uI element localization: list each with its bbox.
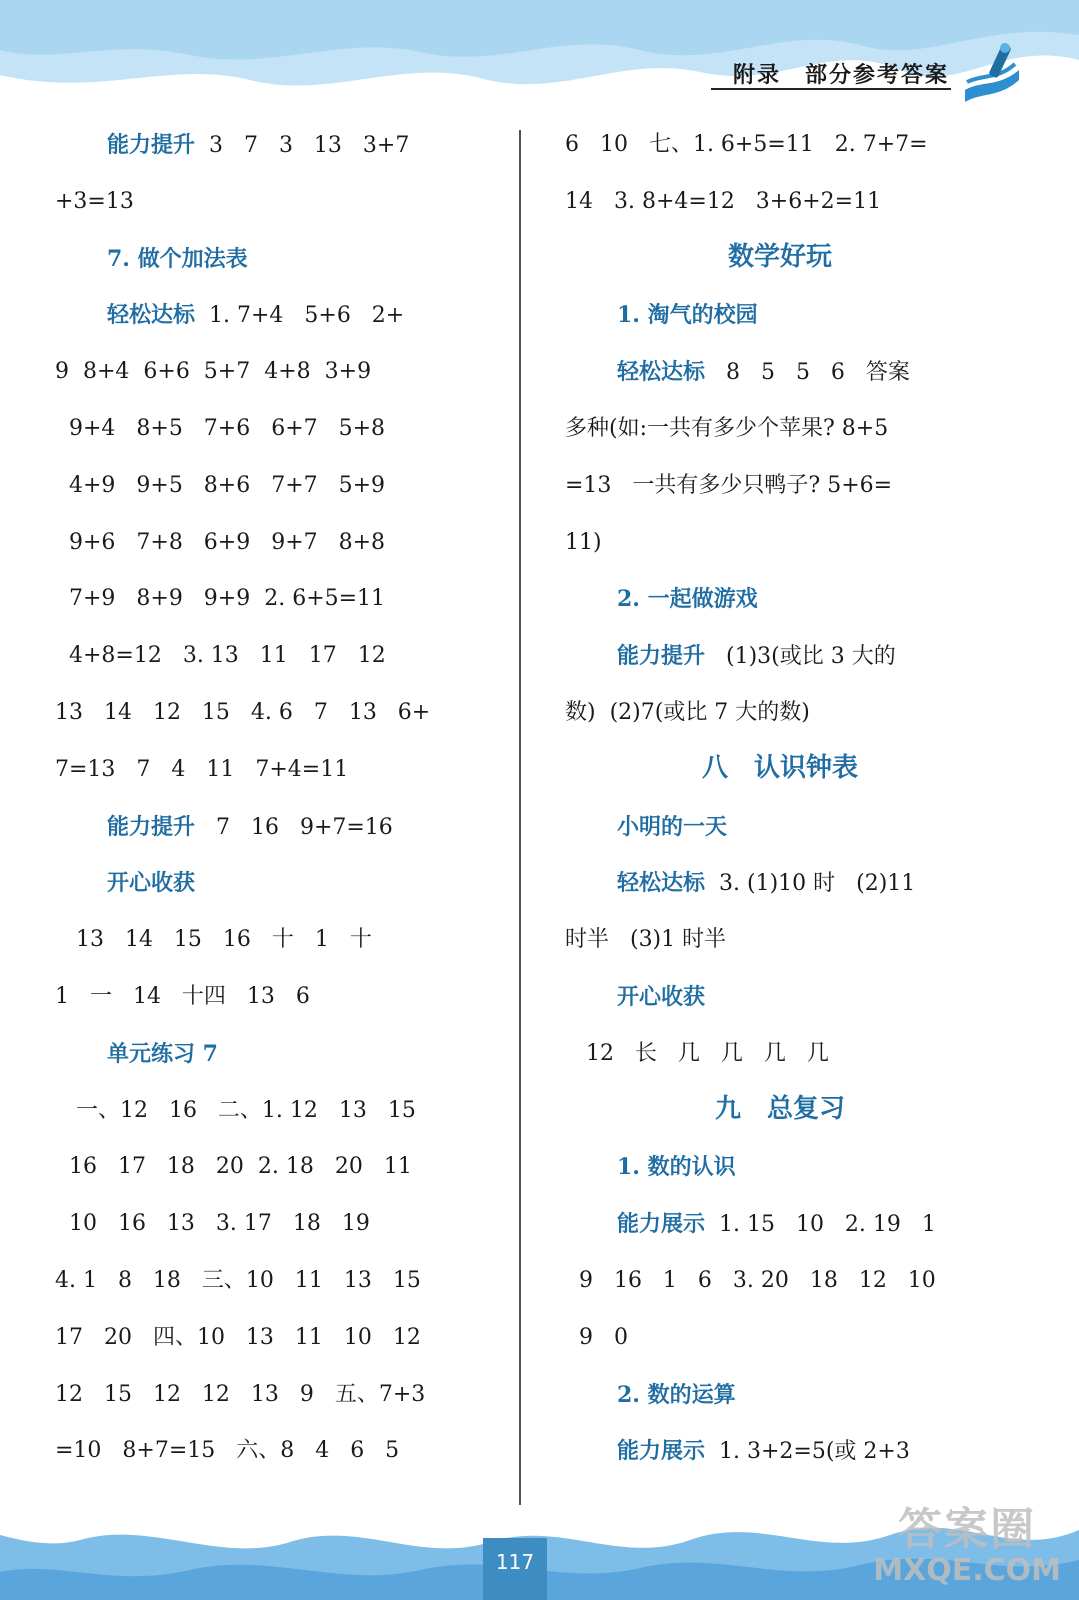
answer-line: 14 3. 8+4=12 3+6+2=11 — [565, 188, 882, 214]
exercise-label: 能力展示 — [617, 1211, 706, 1238]
answer-line: 10 16 13 3. 17 18 19 — [55, 1211, 370, 1237]
subsection-heading: 7. 做个加法表 — [107, 245, 248, 272]
watermark-line1: 答案圈 — [898, 1504, 1037, 1555]
answer-line: 1 一 14 十四 13 6 — [55, 984, 310, 1009]
answer-line: 9+4 8+5 7+6 6+7 5+8 — [55, 416, 386, 441]
answer-text: 8 5 5 6 答案 — [705, 360, 910, 386]
subsection-heading: 小明的一天 — [617, 813, 728, 840]
exercise-label: 能力提升 — [107, 132, 196, 158]
labeled-answer-line — [107, 812, 393, 843]
answer-line: =10 8+7=15 六、8 4 6 5 — [55, 1438, 400, 1464]
answer-line: 12 15 12 12 13 9 五、7+3 — [55, 1381, 426, 1407]
answer-line: 7+9 8+9 9+9 2. 6+5=11 — [55, 586, 386, 612]
book-pen-logo-icon — [957, 40, 1027, 110]
exercise-label: 轻松达标 — [617, 870, 706, 897]
answer-line: =13 一共有多少只鸭子? 5+6= — [565, 472, 893, 498]
answer-text: 1. 15 10 2. 19 1 — [705, 1212, 936, 1238]
answer-line: 7=13 7 4 11 7+4=11 — [55, 756, 349, 782]
answer-text: 7 16 9+7=16 — [195, 814, 393, 840]
answer-line: 11) — [565, 529, 602, 555]
exercise-label: 轻松达标 — [617, 359, 706, 386]
watermark-line2: MXQE.COM — [873, 1553, 1061, 1588]
subsection-heading: 开心收获 — [617, 984, 706, 1010]
answer-text: (1)3(或比 3 大的 — [705, 644, 896, 670]
watermark — [873, 1493, 1061, 1588]
subsection-heading: 单元练习 7 — [107, 1040, 218, 1067]
answer-line: 17 20 四、10 13 11 10 12 — [55, 1324, 421, 1350]
answer-line: 9 16 1 6 3. 20 18 12 10 — [565, 1268, 936, 1293]
answer-text: 1. 7+4 5+6 2+ — [195, 303, 405, 329]
exercise-label: 能力展示 — [617, 1438, 706, 1465]
subsection-heading: 1. 数的认识 — [617, 1154, 736, 1181]
header-underline — [711, 88, 951, 90]
exercise-label: 能力提升 — [617, 643, 706, 670]
answer-line: 时半 (3)1 时半 — [565, 927, 727, 953]
answer-line: 13 14 15 16 十 1 十 — [55, 927, 372, 953]
answer-line: 4. 1 8 18 三、10 11 13 15 — [55, 1268, 421, 1293]
answer-line: 13 14 12 15 4. 6 7 13 6+ — [55, 700, 431, 725]
subsection-heading: 1. 淘气的校园 — [617, 302, 758, 329]
subsection-heading: 2. 一起做游戏 — [617, 586, 758, 613]
answer-line: 一、12 16 二、1. 12 13 15 — [55, 1097, 416, 1123]
answer-line: 12 长 几 几 几 几 — [565, 1040, 829, 1066]
labeled-answer-line — [617, 868, 915, 899]
answer-line: 多种(如:一共有多少个苹果? 8+5 — [565, 416, 889, 441]
answer-text: 3 7 3 13 3+7 — [195, 133, 410, 158]
answer-line: 6 10 七、1. 6+5=11 2. 7+7= — [565, 132, 928, 157]
answer-line: 16 17 18 20 2. 18 20 11 — [55, 1154, 412, 1180]
answer-line: 4+8=12 3. 13 11 17 12 — [55, 643, 386, 669]
labeled-answer-line — [617, 641, 896, 672]
top-wave-banner — [0, 0, 1079, 110]
subsection-heading: 开心收获 — [107, 870, 196, 897]
page-number: 117 — [495, 1550, 535, 1574]
answer-line: 9+6 7+8 6+9 9+7 8+8 — [55, 529, 386, 555]
labeled-answer-line — [107, 300, 404, 331]
column-divider — [519, 130, 521, 1505]
answer-line: 9 8+4 6+6 5+7 4+8 3+9 — [55, 359, 372, 385]
exercise-label: 轻松达标 — [107, 302, 196, 329]
answer-text: 3. (1)10 时 (2)11 — [705, 871, 916, 897]
labeled-answer-line — [617, 1436, 910, 1467]
answer-line: 4+9 9+5 8+6 7+7 5+9 — [55, 472, 386, 498]
section-heading: 数学好玩 — [727, 241, 832, 272]
labeled-answer-line — [617, 357, 910, 388]
subsection-heading: 2. 数的运算 — [617, 1381, 736, 1408]
section-heading: 八 认识钟表 — [701, 752, 858, 783]
labeled-answer-line — [617, 1209, 936, 1240]
answer-text: 1. 3+2=5(或 2+3 — [705, 1439, 910, 1465]
exercise-label: 能力提升 — [107, 813, 196, 840]
header-title: 附录 部分参考答案 — [732, 62, 949, 88]
section-heading: 九 总复习 — [714, 1093, 845, 1124]
answer-line: 数) (2)7(或比 7 大的数) — [565, 700, 810, 725]
answer-line: 9 0 — [565, 1324, 628, 1350]
answer-line: +3=13 — [55, 188, 134, 214]
labeled-answer-line — [107, 130, 409, 161]
